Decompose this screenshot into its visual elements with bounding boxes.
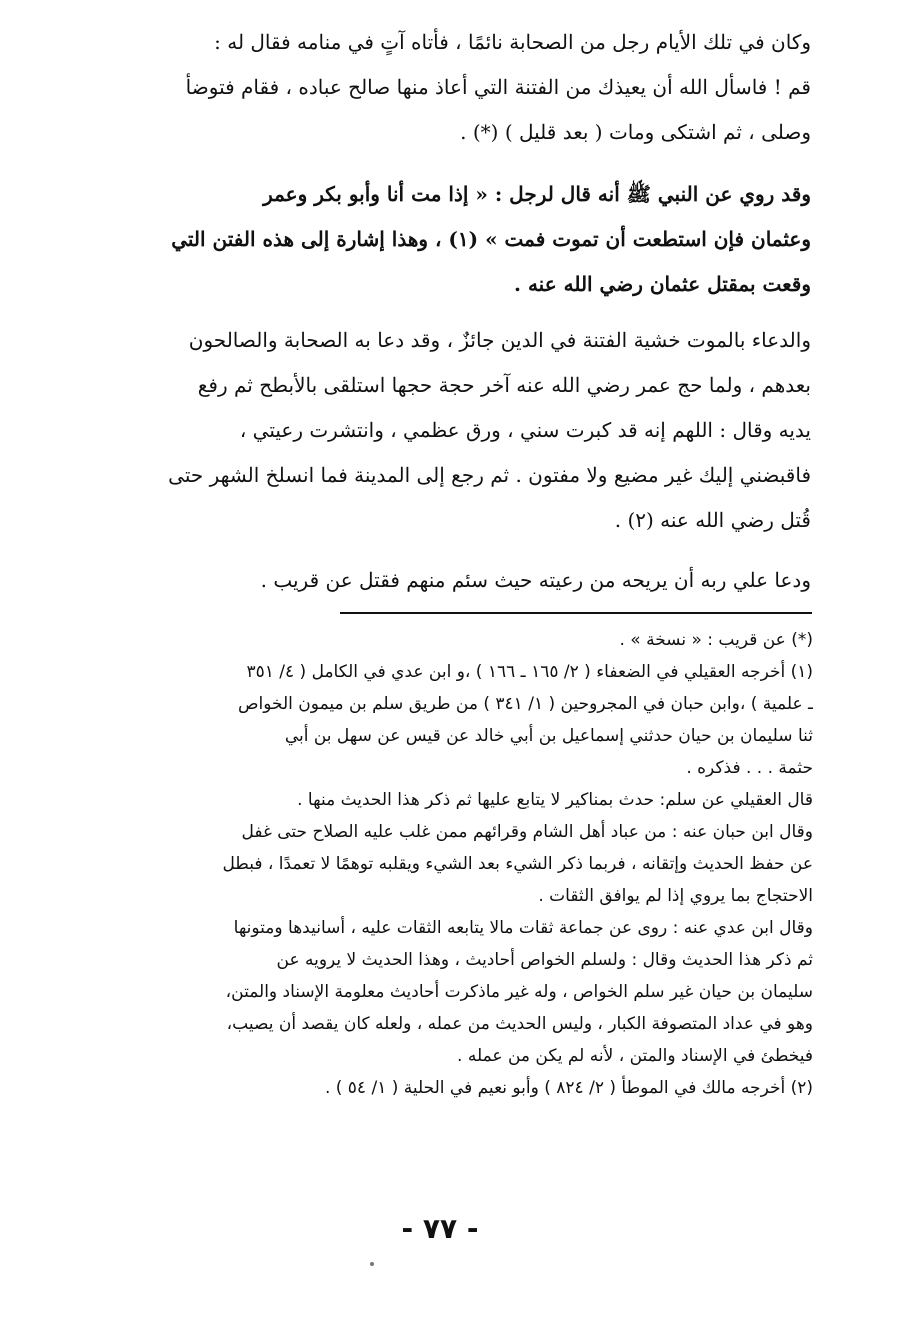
- text-line: بعدهم ، ولما حج عمر رضي الله عنه آخر حجة حجها استلقى بالأبطح ثم رفع: [197, 373, 811, 397]
- text-line: فاقبضني إليك غير مضيع ولا مفتون . ثم رجع إلى المدينة فما انسلخ الشهر حتى: [168, 463, 811, 487]
- footnote-line: الاحتجاج بما يروي إذا لم يوافق الثقات .: [538, 886, 813, 906]
- text-line: وقد روي عن النبي ﷺ أنه قال لرجل : « إذا مت أنا وأبو بكر وعمر: [263, 182, 811, 206]
- text-line: والدعاء بالموت خشية الفتنة في الدين جائزٌ ، وقد دعا به الصحابة والصالحون: [188, 328, 811, 352]
- text-line: وكان في تلك الأيام رجل من الصحابة نائمًا ، فأتاه آتٍ في منامه فقال له :: [214, 30, 811, 54]
- text-line: وصلى ، ثم اشتكى ومات ( بعد قليل ) (*) .: [460, 120, 811, 144]
- paragraph-4: [89, 558, 811, 603]
- text-line: ودعا علي ربه أن يريحه من رعيته حيث سئم منهم فقتل عن قريب .: [260, 568, 811, 592]
- footnote-line: فيخطئ في الإسناد والمتن ، لأنه لم يكن من عمله .: [457, 1046, 813, 1066]
- text-line: وعثمان فإن استطعت أن تموت فمت » (١) ، وهذا إشارة إلى هذه الفتن التي: [171, 227, 811, 251]
- footnote-line: سليمان بن حيان غير سلم الخواص ، وله غير ماذكرت أحاديث معلومة الإسناد والمتن،: [225, 982, 813, 1002]
- text-line: قم ! فاسأل الله أن يعيذك من الفتنة التي أعاذ منها صالح عباده ، فقام فتوضأ: [185, 75, 811, 99]
- footnote-line: قال العقيلي عن سلم: حدث بمناكير لا يتابع عليها ثم ذكر هذا الحديث منها .: [297, 790, 813, 810]
- text-line: يديه وقال : اللهم إنه قد كبرت سني ، ورق عظمي ، وانتشرت رعيتي ،: [239, 418, 811, 442]
- text-line: قُتل رضي الله عنه (٢) .: [614, 508, 811, 532]
- footnote-line: (١) أخرجه العقيلي في الضعفاء ( ٢/ ١٦٥ ـ ١٦٦ ) ،و ابن عدي في الكامل ( ٤/ ٣٥١: [246, 662, 813, 682]
- footnote-line: وقال ابن عدي عنه : روى عن جماعة ثقات مالا يتابعه الثقات عليه ، أسانيدها ومتونها: [233, 918, 813, 938]
- footnote-line: وقال ابن حبان عنه : من عباد أهل الشام وقرائهم ممن غلب عليه الصلاح حتى غفل: [241, 822, 813, 842]
- footnote-line: (*) عن قريب : « نسخة » .: [619, 630, 813, 650]
- footnote-line: حثمة . . . فذكره .: [686, 758, 813, 778]
- footnotes: [88, 624, 813, 1104]
- footnote-line: (٢) أخرجه مالك في الموطأ ( ٢/ ٨٢٤ ) وأبو نعيم في الحلية ( ١/ ٥٤ ) .: [324, 1078, 813, 1098]
- paragraph-2: [89, 172, 811, 307]
- footnote-line: عن حفظ الحديث وإتقانه ، فربما ذكر الشيء بعد الشيء ويقلبه توهمًا لا تعمدًا ، فبطل: [222, 854, 813, 874]
- footnote-line: ثنا سليمان بن حيان حدثني إسماعيل بن أبي خالد عن قيس عن سهل بن أبي: [284, 726, 813, 746]
- paragraph-3: [89, 318, 811, 543]
- text-line: وقعت بمقتل عثمان رضي الله عنه .: [514, 272, 811, 296]
- scan-dot: [370, 1262, 374, 1266]
- paragraph-1: [89, 20, 811, 155]
- footnote-line: ثم ذكر هذا الحديث وقال : ولسلم الخواص أحاديث ، وهذا الحديث لا يرويه عن: [276, 950, 813, 970]
- footnote-divider: [340, 612, 812, 614]
- footnote-line: ـ علمية ) ،وابن حبان في المجروحين ( ١/ ٣٤١ ) من طريق سلم بن ميمون الخواص: [237, 694, 813, 714]
- footnote-line: وهو في عداد المتصوفة الكبار ، وليس الحديث من عمله ، ولعله كان يقصد أن يصيب،: [226, 1014, 813, 1034]
- page-number: - ٧٧ -: [401, 1212, 479, 1245]
